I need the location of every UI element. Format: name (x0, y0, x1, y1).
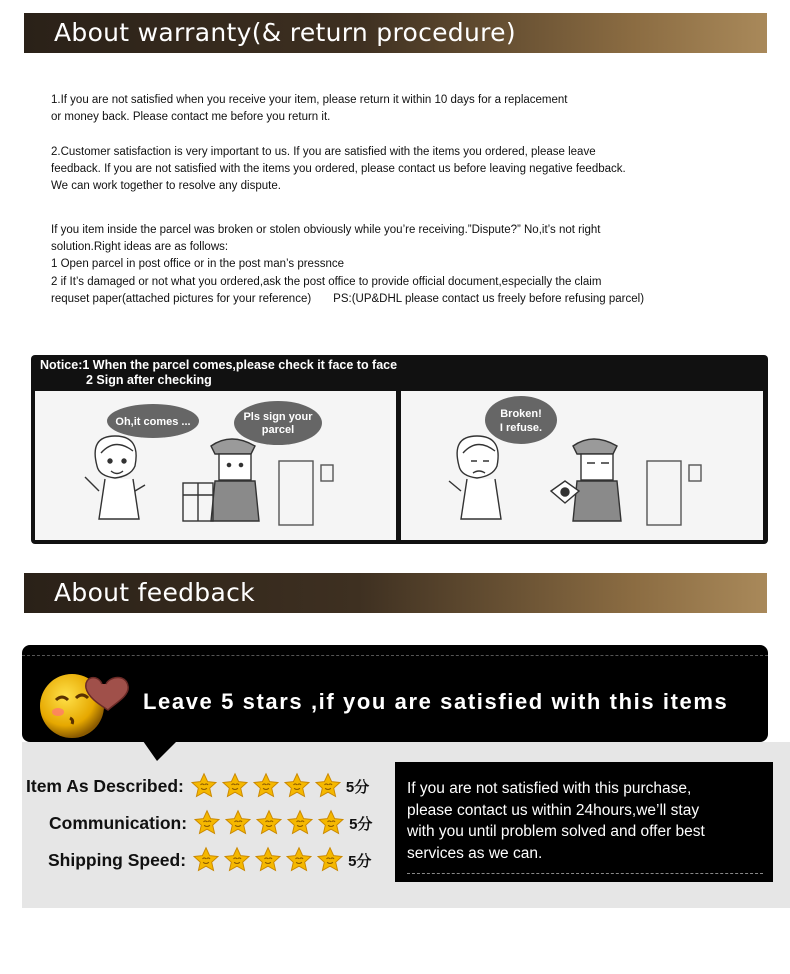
star-icon (221, 772, 249, 800)
text-line (51, 291, 644, 308)
notice-line-2: 2 Sign after checking (86, 373, 212, 387)
star-icon (252, 772, 280, 800)
star-icon (283, 772, 311, 800)
speech-bubble-right-text-1: Pls sign your (243, 411, 313, 423)
notice-line-1: Notice:1 When the parcel comes,please check it face to face (40, 358, 398, 372)
dashed-divider (407, 873, 763, 874)
cartoon-scene-2 (401, 391, 763, 540)
speech-bubble-text-1: Broken! (500, 408, 542, 420)
star-icon (314, 772, 342, 800)
warranty-section-title: About warranty(& return procedure) (24, 13, 767, 53)
star-icon (224, 809, 252, 837)
warranty-paragraph-2 (51, 144, 626, 196)
star-rating (190, 772, 345, 800)
speech-bubble-right (234, 401, 322, 445)
star-icon (255, 809, 283, 837)
text-line: 2.Customer satisfaction is very important to us. If you are satisfied with the items you ordered, please leave (51, 146, 596, 158)
rating-row-item-described (26, 772, 369, 800)
cartoon-scene-1 (35, 391, 396, 540)
speech-bubble-left-text: Oh,it comes ... (115, 416, 191, 428)
notice-text (40, 358, 397, 388)
text-line: 1 Open parcel in post office or in the post man’s pressnce (51, 258, 344, 271)
message-line: If you are not satisfied with this purchase, (407, 780, 692, 797)
notice-box (31, 355, 768, 544)
star-rating (192, 846, 347, 874)
warranty-paragraph-3 (51, 222, 644, 308)
star-icon (316, 846, 344, 874)
rating-label: Shipping Speed: (48, 849, 187, 870)
star-icon (192, 846, 220, 874)
rating-row-shipping-speed (48, 846, 371, 874)
woman-figure (449, 436, 501, 519)
rating-score: 5分 (345, 778, 370, 796)
star-icon (285, 846, 313, 874)
star-icon (193, 809, 221, 837)
message-line: please contact us within 24hours,we’ll stay (407, 801, 700, 819)
star-rating (193, 809, 348, 837)
smiley-kiss-icon (36, 662, 136, 742)
text-line: 1.If you are not satisfied when you receive your item, please return it within 10 days for a replacement (51, 94, 568, 106)
message-line: services as we can. (407, 844, 543, 862)
feedback-slogan: Leave 5 stars ,if you are satisfied with this items (143, 689, 729, 714)
text-line: feedback. If you are not satisfied with the items you ordered, please contact us before leaving negative feedback. (51, 163, 626, 176)
speech-bubble (485, 396, 557, 444)
star-icon (190, 772, 218, 800)
text-line: If you item inside the parcel was broken or stolen obviously while you’re receiving.”Dispute?” No,it’s not right (51, 224, 601, 236)
text-line: We can work together to resolve any dispute. (51, 180, 281, 193)
dashed-divider (22, 655, 768, 656)
rating-score: 5分 (348, 852, 372, 870)
woman-figure (85, 436, 145, 519)
rating-score: 5分 (349, 815, 373, 833)
star-icon (223, 846, 251, 874)
illustration-refuse-parcel (401, 391, 763, 540)
door (279, 461, 333, 525)
speech-tail (143, 741, 177, 761)
speech-bubble-text-2: I refuse. (499, 422, 543, 434)
ps-note: PS:(UP&DHL please contact us freely before refusing parcel) (333, 292, 645, 305)
text-line-part: requset paper(attached pictures for your reference) (51, 292, 312, 305)
rating-label: Communication: (49, 812, 188, 833)
door (647, 461, 701, 525)
text-line: solution.Right ideas are as follows: (51, 241, 229, 254)
postman-figure (551, 439, 621, 521)
rating-label: Item As Described: (26, 775, 184, 796)
star-icon (254, 846, 282, 874)
message-line: with you until problem solved and offer best (407, 823, 705, 840)
illustration-receive-parcel (35, 391, 396, 540)
postman-figure (183, 439, 259, 521)
text-line: or money back. Please contact me before you return it. (51, 111, 331, 124)
star-icon (286, 809, 314, 837)
rating-row-communication (49, 809, 372, 837)
speech-bubble-right-text-2: parcel (261, 424, 295, 436)
text-line: 2 if It’s damaged or not what you ordered,ask the post office to provide official document,especially the claim (51, 275, 602, 288)
star-icon (317, 809, 345, 837)
contact-message-box (395, 762, 773, 882)
warranty-paragraph-1 (51, 92, 568, 126)
feedback-section-title: About feedback (24, 573, 767, 613)
